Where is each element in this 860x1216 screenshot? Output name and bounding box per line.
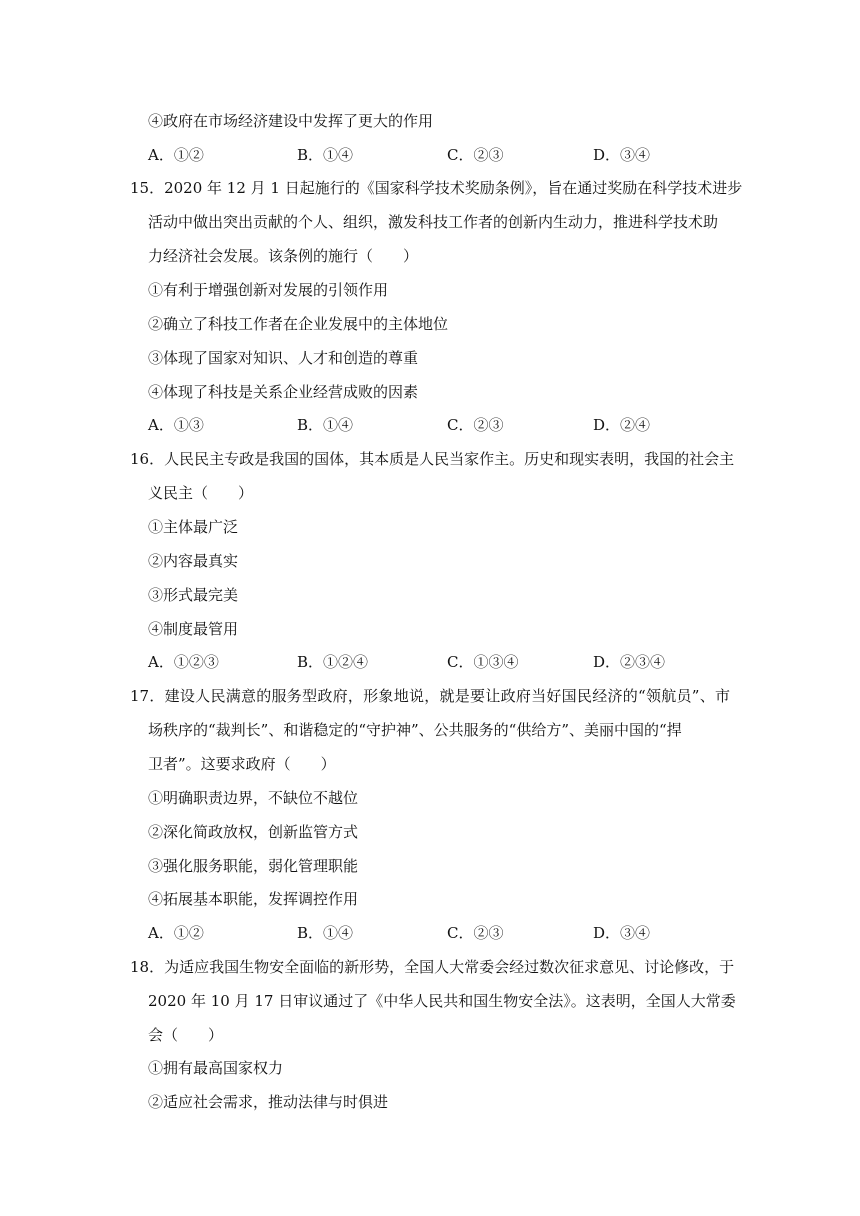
q16-stem-line-1: 16．人民民主专政是我国的国体，其本质是人民当家作主。历史和现实表明，我国的社会主 [130, 450, 735, 468]
q17-option-c: C．②③ [447, 924, 504, 942]
q17-item-4: ④拓展基本职能，发挥调控作用 [148, 890, 359, 908]
q15-item-3: ③体现了国家对知识、人才和创造的尊重 [148, 349, 419, 367]
q14-option-d: D．③④ [593, 146, 651, 164]
q16-item-1: ①主体最广泛 [148, 518, 239, 536]
q17-item-2: ②深化简政放权，创新监管方式 [148, 823, 359, 841]
q17-item-3: ③强化服务职能，弱化管理职能 [148, 857, 359, 875]
q14-item-4: ④政府在市场经济建设中发挥了更大的作用 [148, 112, 434, 130]
q18-stem-line-1: 18．为适应我国生物安全面临的新形势，全国人大常委会经过数次征求意见、讨论修改，于 [130, 958, 735, 976]
q15-option-d: D．②④ [593, 416, 651, 434]
q18-stem-line-3: 会（ ） [148, 1026, 224, 1044]
q15-item-4: ④体现了科技是关系企业经营成败的因素 [148, 383, 419, 401]
q14-option-b: B．①④ [297, 146, 354, 164]
q15-option-b: B．①④ [297, 416, 354, 434]
q16-item-4: ④制度最管用 [148, 620, 239, 638]
q18-stem-line-2: 2020 年 10 月 17 日审议通过了《中华人民共和国生物安全法》。这表明，全国人大常委 [148, 992, 736, 1010]
q15-option-a: A．①③ [148, 416, 204, 434]
q15-stem-line-1: 15．2020 年 12 月 1 日起施行的《国家科学技术奖励条例》，旨在通过奖励在科学技术进步 [130, 179, 743, 197]
q14-option-a: A．①② [148, 146, 204, 164]
q16-option-b: B．①②④ [297, 653, 369, 671]
q15-stem-line-2: 活动中做出突出贡献的个人、组织，激发科技工作者的创新内生动力，推进科学技术助 [148, 213, 719, 231]
q17-stem-line-3: 卫者”。这要求政府（ ） [148, 755, 336, 773]
q17-stem-line-2: 场秩序的“裁判长”、和谐稳定的“守护神”、公共服务的“供给方”、美丽中国的“捍 [148, 721, 682, 739]
q17-stem-line-1: 17．建设人民满意的服务型政府，形象地说，就是要让政府当好国民经济的“领航员”、市 [130, 687, 730, 705]
q16-item-3: ③形式最完美 [148, 586, 239, 604]
q17-option-d: D．③④ [593, 924, 651, 942]
q16-stem-line-2: 义民主（ ） [148, 484, 254, 502]
q18-item-2: ②适应社会需求，推动法律与时俱进 [148, 1093, 389, 1111]
q15-item-2: ②确立了科技工作者在企业发展中的主体地位 [148, 315, 449, 333]
q16-option-a: A．①②③ [148, 653, 219, 671]
q15-item-1: ①有利于增强创新对发展的引领作用 [148, 281, 389, 299]
q17-option-b: B．①④ [297, 924, 354, 942]
q15-stem-line-3: 力经济社会发展。该条例的施行（ ） [148, 247, 419, 265]
q15-option-c: C．②③ [447, 416, 504, 434]
q17-option-a: A．①② [148, 924, 204, 942]
q18-item-1: ①拥有最高国家权力 [148, 1059, 284, 1077]
q17-item-1: ①明确职责边界，不缺位不越位 [148, 789, 359, 807]
q16-option-d: D．②③④ [593, 653, 666, 671]
q14-option-c: C．②③ [447, 146, 504, 164]
q16-item-2: ②内容最真实 [148, 552, 239, 570]
q16-option-c: C．①③④ [447, 653, 519, 671]
